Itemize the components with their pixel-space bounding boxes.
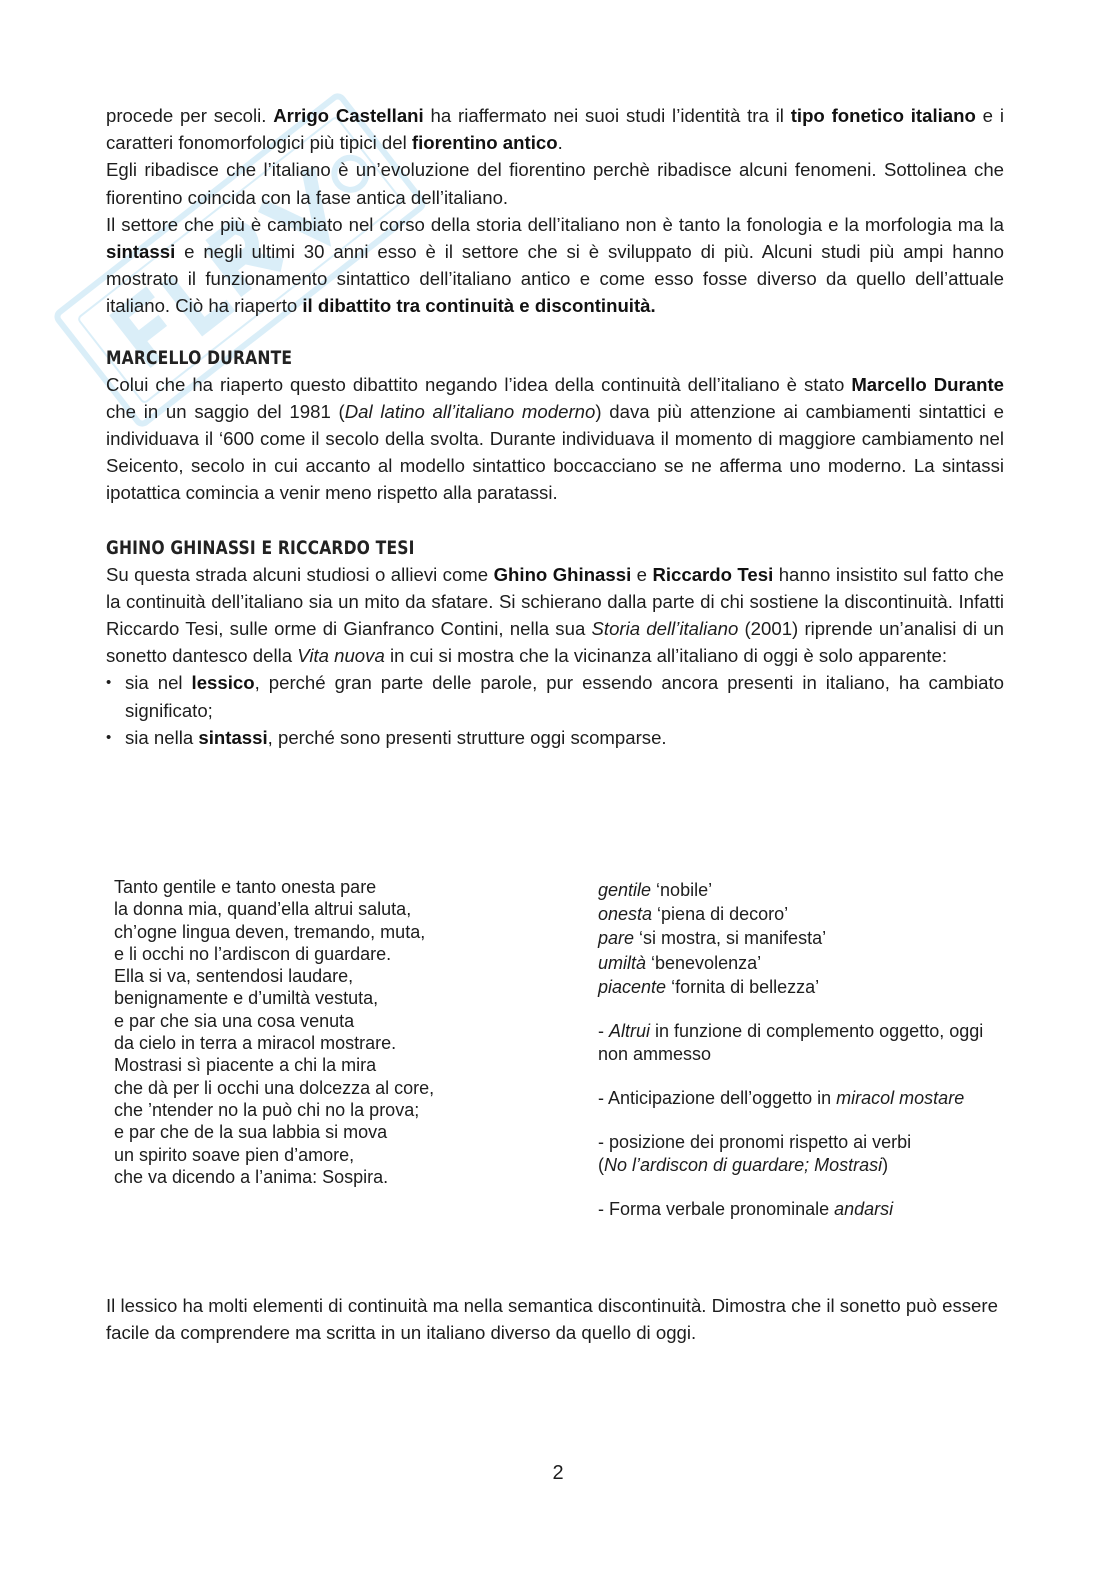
sonnet-line: da cielo in terra a miracol mostrare. (114, 1033, 397, 1054)
sonnet-line: e li occhi no l’ardiscon di guardare. (114, 943, 392, 964)
glossary-item: pare ‘si mostra, si manifesta’ (598, 928, 827, 949)
bullet-icon: • (106, 674, 112, 692)
paragraph-evoluzione: Egli ribadisce che l’italiano è un’evoluzione del fiorentino perchè ribadisce alcuni fenomeni. Sottolinea che fiorentino coincida con la fase antica dell’italiano. (106, 159, 1004, 208)
paragraph-sintassi: Il settore che più è cambiato nel corso della storia dell’italiano non è tanto la fonologia e la morfologia ma la sintassi e negli ultimi 30 anni esso è il settore che si è sviluppato di più. Alcuni studi più ampi hanno mostrato il funzionamento sintattico dell’italiano antico e come esso fosse diverso da quello dell’attuale italiano. Ciò ha riaperto il dibattito tra continuità e discontinuità. (106, 213, 1004, 317)
sonnet-line: che dà per li occhi una dolcezza al core, (114, 1077, 435, 1098)
sonnet-notes (598, 878, 1058, 1221)
section-heading-durante: MARCELLO DURANTE (106, 346, 293, 369)
paragraph-durante: Colui che ha riaperto questo dibattito negando l’idea della continuità dell’italiano è stato Marcello Durante che in un saggio del 1981 (Dal latino all’italiano moderno) dava più attenzione ai cambiamenti sintattici e individuava il ‘600 come il secolo della svolta. Durante individuava il momento di maggiore cambiamento nel Seicento, secolo in cui accanto al modello sintattico boccacciano se ne afferma uno moderno. La sintassi ipotattica comincia a venir meno rispetto alla paratassi. (106, 373, 1004, 504)
sonnet-text (114, 876, 574, 1188)
glossary (598, 878, 1058, 999)
glossary-item: gentile ‘nobile’ (598, 880, 713, 900)
sonnet-line: ch’ogne lingua deven, tremando, muta, (114, 921, 426, 942)
note-pronomi: - posizione dei pronomi rispetto ai verbi (No l’ardiscon di guardare; Mostrasi) (598, 1132, 912, 1176)
bullet-list (106, 669, 1004, 751)
sonnet-line: Tanto gentile e tanto onesta pare (114, 877, 377, 897)
glossary-item: umiltà ‘benevolenza’ (598, 952, 762, 973)
paragraph-closing: Il lessico ha molti elementi di continuità ma nella semantica discontinuità. Dimostra che il sonetto può essere facile da comprendere ma scritta in un italiano diverso da quello di oggi. (106, 1295, 998, 1344)
sonnet-line: che va dicendo a l’anima: Sospira. (114, 1166, 389, 1187)
paragraph-castellani: procede per secoli. Arrigo Castellani ha riaffermato nei suoi studi l’identità tra il tipo fonetico italiano e i caratteri fonomorfologici più tipici del fiorentino antico. (106, 105, 1004, 154)
sonnet-line: benignamente e d’umiltà vestuta, (114, 988, 379, 1009)
sonnet-line: Ella si va, sentendosi laudare, (114, 966, 354, 987)
sonnet-line: la donna mia, quand’ella altrui saluta, (114, 899, 412, 920)
sonnet-line: Mostrasi sì piacente a chi la mira (114, 1055, 377, 1076)
sonnet-line: un spirito soave pien d’amore, (114, 1144, 355, 1165)
sonnet-line: e par che sia una cosa venuta (114, 1010, 355, 1031)
note-andarsi: - Forma verbale pronominale andarsi (598, 1199, 894, 1220)
paragraph-ghinassi-tesi: Su questa strada alcuni studiosi o allievi come Ghino Ghinassi e Riccardo Tesi hanno insistito sul fatto che la continuità dell’italiano sia un mito da sfatare. Si schierano dalla parte di chi sostiene la discontinuità. Infatti Riccardo Tesi, sulle orme di Gianfranco Contini, nella sua Storia dell’italiano (2001) riprende un’analisi di un sonetto dantesco della Vita nuova in cui si mostra che la vicinanza all’italiano di oggi è solo apparente: (106, 563, 1005, 667)
page-number: 2 (552, 1462, 564, 1484)
closing-section (106, 1292, 1004, 1346)
bullet-icon: • (106, 728, 112, 746)
list-item: • sia nel lessico, perché gran parte delle parole, pur essendo ancora presenti in italiano, ha cambiato significato; (106, 669, 1004, 723)
sonnet-line: e par che de la sua labbia si mova (114, 1122, 388, 1143)
note-altrui: - Altrui in funzione di complemento oggetto, oggi non ammesso (598, 1021, 984, 1065)
note-anticipazione: - Anticipazione dell’oggetto in miracol mostare (598, 1088, 965, 1109)
list-item: • sia nella sintassi, perché sono presenti strutture oggi scomparse. (106, 724, 1004, 751)
glossary-item: piacente ‘fornita di bellezza’ (598, 976, 820, 997)
section-heading-ghinassi-tesi: GHINO GHINASSI E RICCARDO TESI (106, 536, 415, 559)
sonnet-line: che ’ntender no la può chi no la prova; (114, 1099, 420, 1120)
glossary-item: onesta ‘piena di decoro’ (598, 904, 789, 925)
document-body (106, 102, 1004, 751)
